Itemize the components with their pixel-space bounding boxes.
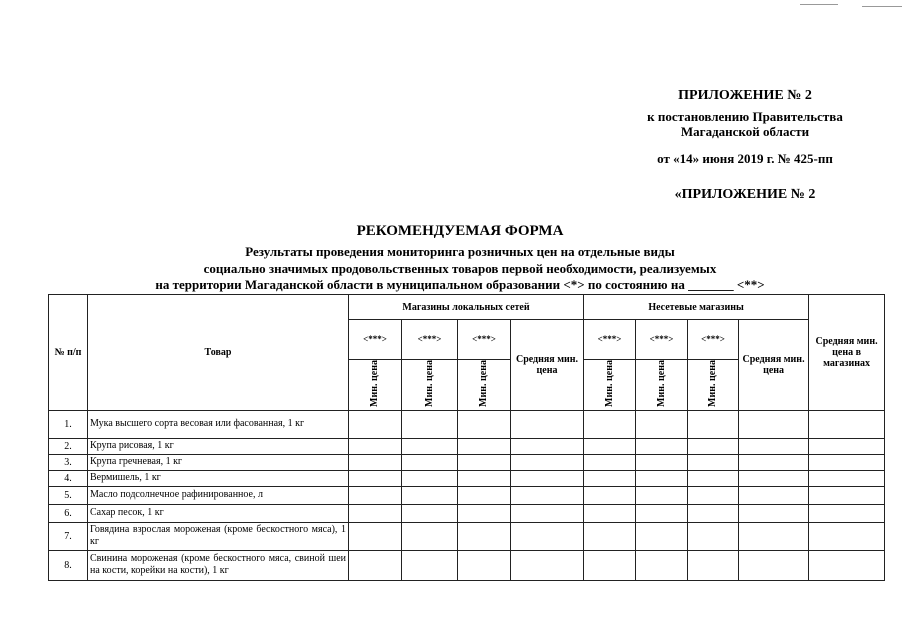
product-name: Сахар песок, 1 кг [88,504,349,522]
product-name: Вермишель, 1 кг [88,470,349,486]
resolution-line-2: Магаданской области [680,124,810,139]
product-name: Свинина мороженая (кроме бескостного мяса, свиной шеи на кости, корейки на кости), 1 кг [88,550,349,580]
row-number: 7. [49,522,88,550]
row-number: 3. [49,454,88,470]
row-number: 2. [49,438,88,454]
min-price-header: Мин. цена [636,360,688,411]
min-price-header: Мин. цена [402,360,458,411]
store-header-local-2: <***> [402,320,458,360]
appendix-label: ПРИЛОЖЕНИЕ № 2 [678,88,812,103]
row-number: 8. [49,550,88,580]
col-header-product: Товар [88,295,349,411]
table-row [49,410,885,438]
resolution-date: от «14» июня 2019 г. № 425-пп [657,151,833,166]
col-header-avg-local: Средняя мин. цена [511,320,584,411]
table-row [49,504,885,522]
table-row [49,550,885,580]
product-name: Крупа рисовая, 1 кг [88,438,349,454]
table-row [49,438,885,454]
product-name: Говядина взрослая мороженая (кроме бескостного мяса), 1 кг [88,522,349,550]
table-row [49,454,885,470]
table-row [49,486,885,504]
row-number: 5. [49,486,88,504]
scan-mark-top-right-1 [800,4,838,5]
resolution-line-1: к постановлению Правительства [647,109,843,124]
group-header-local-chains: Магазины локальных сетей [349,295,584,320]
price-monitoring-table [48,294,885,581]
title-line-2: социально значимых продовольственных товаров первой необходимости, реализуемых [203,261,717,276]
product-name: Масло подсолнечное рафинированное, л [88,486,349,504]
min-price-header: Мин. цена [458,360,511,411]
store-header-local-3: <***> [458,320,511,360]
row-number: 4. [49,470,88,486]
title-line-3: на территории Магаданской области в муниципальном образовании <*> по состоянию на _______ <**> [155,277,765,292]
store-header-nonchain-2: <***> [636,320,688,360]
form-title: РЕКОМЕНДУЕМАЯ ФОРМА [356,223,564,239]
scan-mark-top-right-2 [862,6,902,7]
col-header-num: № п/п [49,295,88,411]
col-header-avg-min-price-stores: Средняя мин. цена в магазинах [809,295,885,411]
store-header-nonchain-1: <***> [584,320,636,360]
table-row [49,470,885,486]
min-price-header: Мин. цена [688,360,739,411]
row-number: 1. [49,410,88,438]
table-row [49,522,885,550]
product-name: Мука высшего сорта весовая или фасованная, 1 кг [88,410,349,438]
appendix-quoted: «ПРИЛОЖЕНИЕ № 2 [674,187,816,202]
title-line-1: Результаты проведения мониторинга розничных цен на отдельные виды [245,244,675,259]
row-number: 6. [49,504,88,522]
min-price-header: Мин. цена [584,360,636,411]
min-price-header: Мин. цена [349,360,402,411]
col-header-avg-nonchain: Средняя мин. цена [739,320,809,411]
group-header-non-chain: Несетевые магазины [584,295,809,320]
store-header-local-1: <***> [349,320,402,360]
product-name: Крупа гречневая, 1 кг [88,454,349,470]
store-header-nonchain-3: <***> [688,320,739,360]
